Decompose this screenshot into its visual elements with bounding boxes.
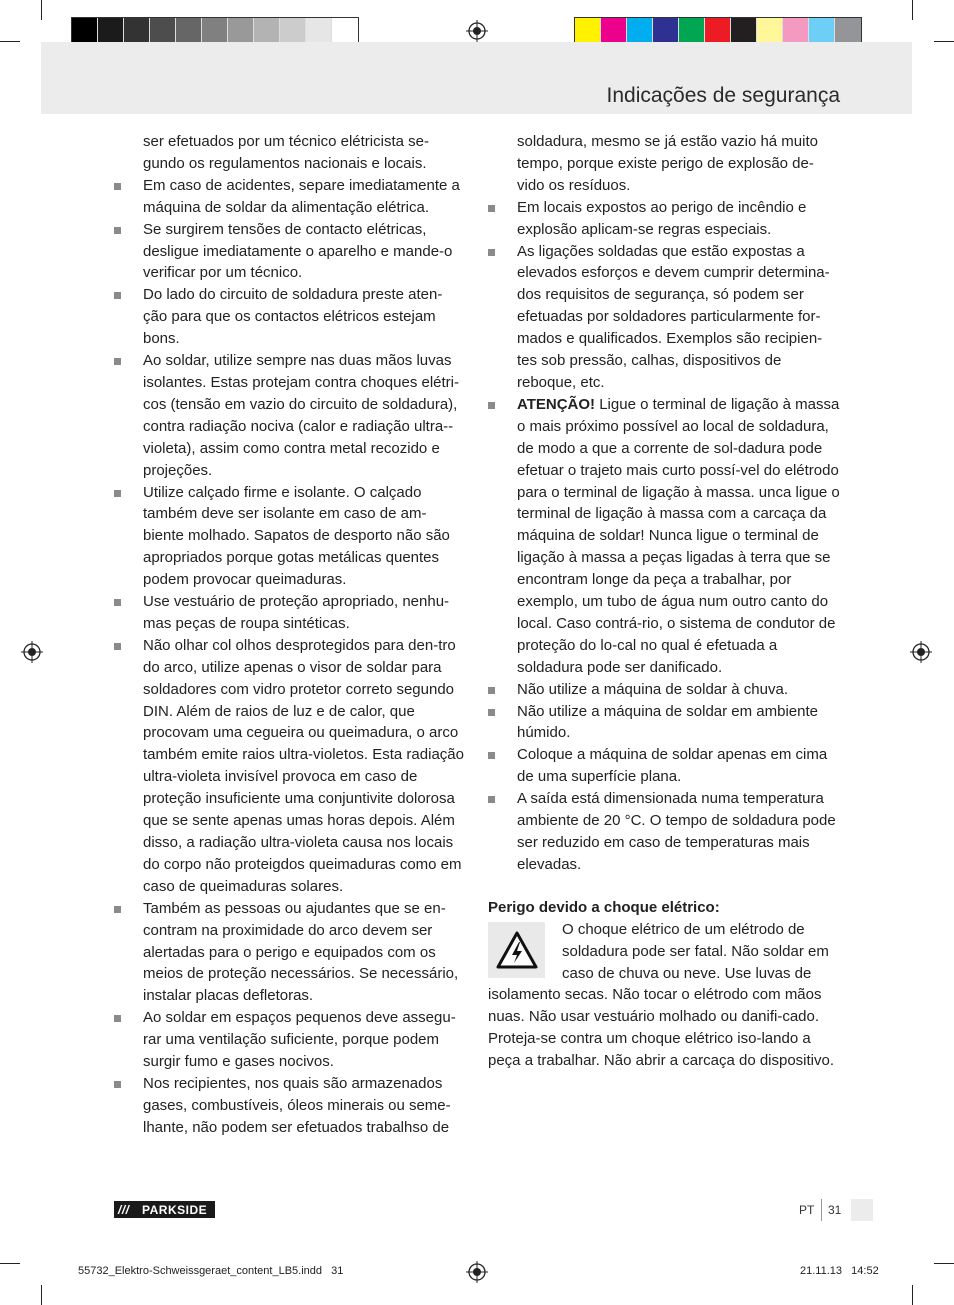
list-item: Use vestuário de proteção apropriado, nenhu-mas peças de roupa sintéticas. bbox=[114, 591, 466, 635]
crop-mark bbox=[41, 1285, 42, 1305]
list-item: Se surgirem tensões de contacto elétricas, desligue imediatamente o aparelho e mande-o verificar por um técnico. bbox=[114, 219, 466, 285]
right-column bbox=[488, 131, 840, 1072]
registration-mark-icon bbox=[910, 641, 932, 663]
crop-mark bbox=[912, 1285, 913, 1305]
list-item: Não utilize a máquina de soldar em ambiente húmido. bbox=[488, 701, 840, 745]
warning-block bbox=[488, 919, 840, 1072]
page-number: 31 bbox=[828, 1203, 842, 1217]
slug-date: 21.11.13 14:52 bbox=[800, 1265, 879, 1277]
electric-shock-warning-icon bbox=[488, 922, 545, 978]
list-item: Nos recipientes, nos quais são armazenados gases, combustíveis, óleos minerais ou seme-lhante, não podem ser efetuados trabalhso de bbox=[114, 1073, 466, 1139]
registration-mark-icon bbox=[466, 20, 488, 42]
list-item: Ao soldar, utilize sempre nas duas mãos luvas isolantes. Estas protejam contra choques elétri-cos (tensão em vazio do circuito de soldadura), contra radiação nociva (calor e radiação ultra--violeta), assim como contra metal recozido e projeções. bbox=[114, 350, 466, 481]
attention-label: ATENÇÃO! bbox=[517, 395, 596, 413]
slug-file-info: 55732_Elektro-Schweissgeraet_content_LB5.indd 31 bbox=[78, 1265, 344, 1277]
warning-text: O choque elétrico de um elétrodo de soldadura pode ser fatal. Não soldar em caso de chuva ou neve. Use luvas de isolamento secas. Não tocar o elétrodo com mãos nuas. Não usar vestuário molhado ou danifi-cado. Proteja-se contra um choque elétrico iso-lando a peça a trabalhar. Não abrir a carcaça do dispositivo. bbox=[488, 920, 835, 1070]
footer-divider bbox=[821, 1199, 822, 1221]
attention-text: Ligue o terminal de ligação à massa o mais próximo possível ao local de soldadura, de modo a que a corrente de sol-dadura pode efetuar o trajeto mais curto possí-vel do elétrodo para o terminal de ligação à massa. unca ligue o terminal de ligação à massa com a carcaça da máquina de soldar! Nunca ligue o terminal de ligação à massa a peças ligadas à terra que se encontram longe da peça a trabalhar, por exemplo, um tubo de água num outro canto do local. Caso contrá-rio, o sistema de condutor de proteção do lo-cal no qual é efetuada a soldadura pode ser danificado. bbox=[517, 395, 840, 676]
section-heading: Perigo devido a choque elétrico: bbox=[488, 898, 720, 916]
crop-mark bbox=[934, 1263, 954, 1264]
list-item: Do lado do circuito de soldadura preste aten-ção para que os contactos elétricos estejam bons. bbox=[114, 284, 466, 350]
registration-mark-icon bbox=[21, 641, 43, 663]
page-title: Indicações de segurança bbox=[606, 84, 840, 107]
list-item: Não olhar col olhos desprotegidos para den-tro do arco, utilize apenas o visor de soldar para soldadores com vidro protetor correto segundo DIN. Além de raios de luz e de calor, que procovam uma cegueira ou queimadura, o arco também emite raios ultra-violetos. Esta radiação ultra-violeta invisível provoca em caso de proteção insuficiente uma conjuntivite dolorosa que se sente apenas umas horas depois. Além disso, a radiação ultra-violeta causa nos locais do corpo não proteigdos queimaduras como em caso de queimaduras solares. bbox=[114, 635, 466, 898]
footer-box bbox=[851, 1199, 873, 1221]
list-item: Ao soldar em espaços pequenos deve assegu-rar uma ventilação suficiente, porque podem surgir fumo e gases nocivos. bbox=[114, 1007, 466, 1073]
crop-mark bbox=[41, 0, 42, 20]
continuation-text: soldadura, mesmo se já estão vazio há muito tempo, porque existe perigo de explosão de-vido os resíduos. bbox=[517, 133, 818, 194]
logo-text: PARKSIDE bbox=[142, 1202, 208, 1217]
list-item: A saída está dimensionada numa temperatura ambiente de 20 °C. O tempo de soldadura pode ser reduzido em caso de temperaturas mais elevadas. bbox=[488, 788, 840, 876]
continuation-text: ser efetuados por um técnico elétricista se-gundo os regulamentos nacionais e locais. bbox=[143, 133, 429, 172]
registration-mark-icon bbox=[466, 1261, 488, 1283]
list-item: As ligações soldadas que estão expostas a elevados esforços e devem cumprir determina-dos requisitos de segurança, só podem ser efetuadas por soldadores particularmente for-mados e qualificados. Exemplos são recipien-tes sob pressão, calhas, dispositivos de reboque, etc. bbox=[488, 241, 840, 394]
crop-mark bbox=[0, 41, 20, 42]
list-item: Não utilize a máquina de soldar à chuva. bbox=[488, 679, 840, 701]
crop-mark bbox=[0, 1263, 20, 1264]
list-item: Coloque a máquina de soldar apenas em cima de uma superfície plana. bbox=[488, 744, 840, 788]
language-code: PT bbox=[799, 1203, 815, 1217]
left-column bbox=[114, 131, 466, 1139]
crop-mark bbox=[934, 41, 954, 42]
list-item: Em locais expostos ao perigo de incêndio e explosão aplicam-se regras especiais. bbox=[488, 197, 840, 241]
list-item: Também as pessoas ou ajudantes que se en-contram na proximidade do arco devem ser alertadas para o perigo e equipados com os meios de proteção necessários. Se necessário, instalar placas defletoras. bbox=[114, 898, 466, 1008]
crop-mark bbox=[912, 0, 913, 20]
logo-stripes: /// bbox=[118, 1202, 130, 1217]
list-item: Em caso de acidentes, separe imediatamente a máquina de soldar da alimentação elétrica. bbox=[114, 175, 466, 219]
parkside-logo bbox=[114, 1201, 215, 1218]
list-item: Utilize calçado firme e isolante. O calçado também deve ser isolante em caso de am-biente molhado. Sapatos de desporto não são apropriados porque gotas metálicas quentes podem provocar queimaduras. bbox=[114, 482, 466, 592]
list-item-attention bbox=[488, 394, 840, 679]
